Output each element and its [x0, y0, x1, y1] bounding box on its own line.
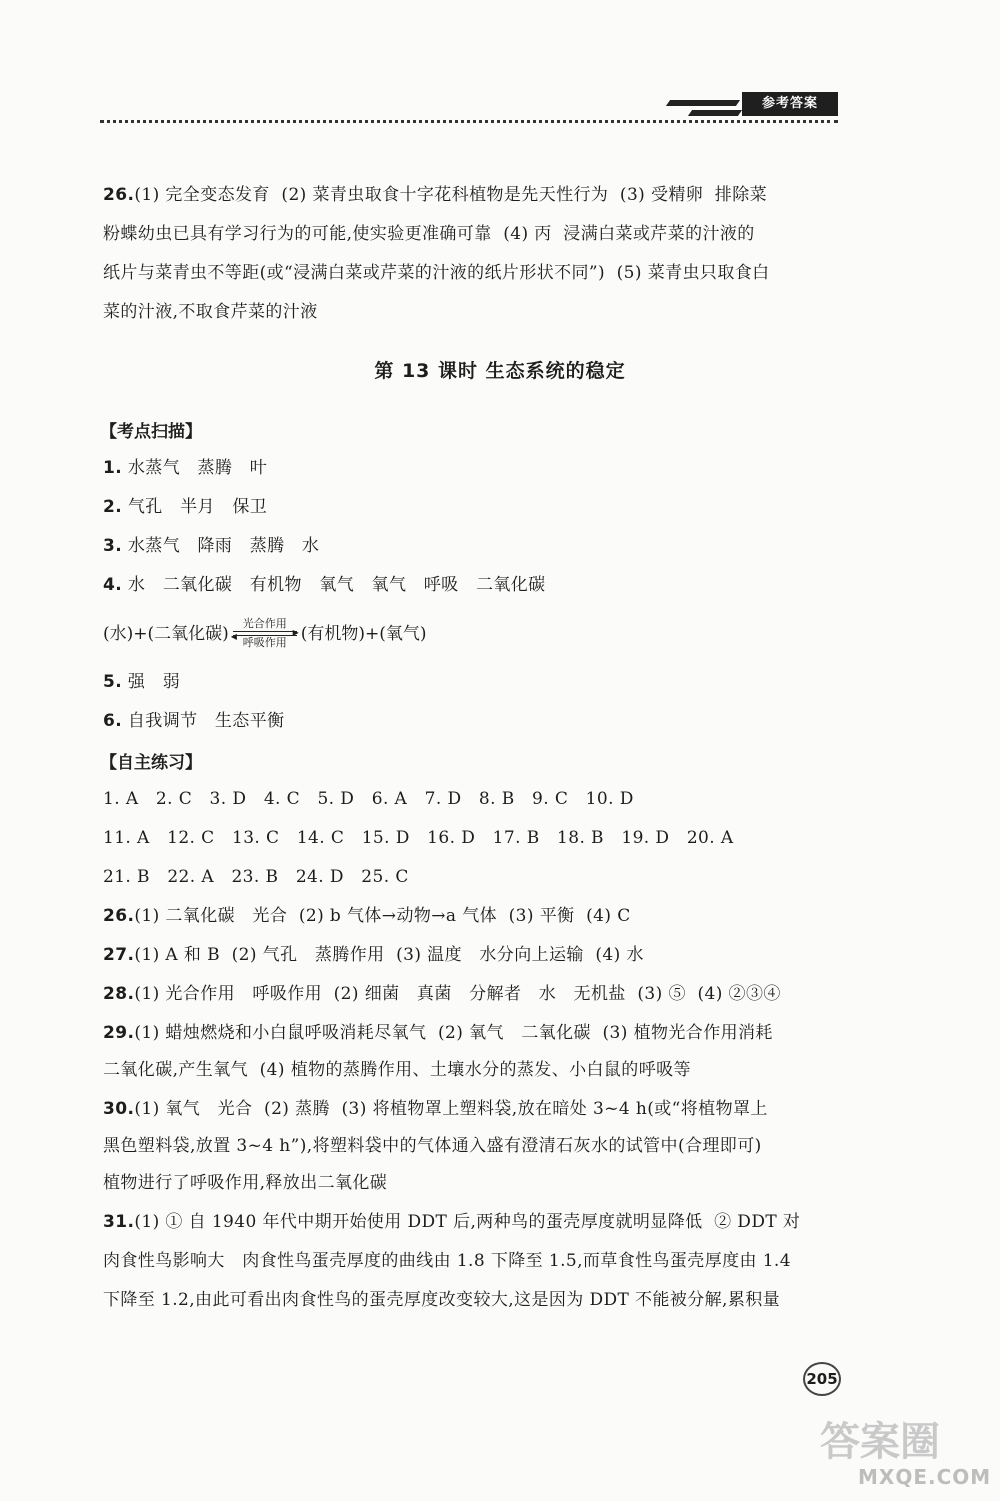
answer-30-cont-2: 植物进行了呼吸作用,释放出二氧化碳	[103, 1173, 388, 1193]
q26-prev-line-3: 纸片与菜青虫不等距(或“浸满白菜或芹菜的汁液的纸片形状不同”) (5) 菜青虫只取食白	[103, 263, 770, 283]
answer-28: 28.(1) 光合作用 呼吸作用 (2) 细菌 真菌 分解者 水 无机盐 (3) ⑤ (4) ②③④	[103, 984, 781, 1004]
equation-left: (水)+(二氧化碳)	[103, 623, 229, 644]
answer-31: 31.(1) ① 自 1940 年代中期开始使用 DDT 后,两种鸟的蛋壳厚度就明显降低 ② DDT 对	[103, 1212, 801, 1232]
watermark-logo: 答案圈	[820, 1419, 940, 1465]
kaodian-item-5: 5. 强 弱	[103, 672, 181, 692]
answer-26: 26.(1) 二氧化碳 光合 (2) b 气体→动物→a 气体 (3) 平衡 (4) C	[103, 906, 631, 926]
answer-31-cont-2: 下降至 1.2,由此可看出肉食性鸟的蛋壳厚度改变较大,这是因为 DDT 不能被分解,累积量	[103, 1290, 781, 1310]
kaodian-item-4: 4. 水 二氧化碳 有机物 氧气 氧气 呼吸 二氧化碳	[103, 575, 546, 595]
answer-29: 29.(1) 蜡烛燃烧和小白鼠呼吸消耗尽氧气 (2) 氧气 二氧化碳 (3) 植物光合作用消耗	[103, 1023, 773, 1043]
equation-right: (有机物)+(氧气)	[300, 623, 427, 644]
section-title: 第 13 课时 生态系统的稳定	[374, 360, 626, 382]
answer-30-cont-1: 黑色塑料袋,放置 3~4 h”),将塑料袋中的气体通入盛有澄清石灰水的试管中(合理即可)	[103, 1136, 762, 1156]
answer-29-cont: 二氧化碳,产生氧气 (4) 植物的蒸腾作用、土壤水分的蒸发、小白鼠的呼吸等	[103, 1060, 691, 1080]
mc-row-1: 1. A 2. C 3. D 4. C 5. D 6. A 7. D 8. B 9. C 10. D	[103, 789, 634, 809]
zizhu-heading: 【自主练习】	[100, 753, 202, 773]
header-slash-2	[688, 110, 742, 116]
kaodian-item-6: 6. 自我调节 生态平衡	[103, 711, 285, 731]
header-tag: 参考答案	[742, 92, 838, 116]
answer-30: 30.(1) 氧气 光合 (2) 蒸腾 (3) 将植物罩上塑料袋,放在暗处 3~4 h(或“将植物罩上	[103, 1099, 768, 1119]
q26-prev-line-2: 粉蝶幼虫已具有学习行为的可能,使实验更准确可靠 (4) 丙 浸满白菜或芹菜的汁液的	[103, 224, 755, 244]
header-rule	[100, 120, 838, 123]
kaodian-item-2: 2. 气孔 半月 保卫	[103, 497, 268, 517]
page-number: 205	[803, 1362, 841, 1396]
kaodian-item-1: 1. 水蒸气 蒸腾 叶	[103, 458, 268, 478]
mc-row-3: 21. B 22. A 23. B 24. D 25. C	[103, 867, 409, 887]
q26-prev-line-4: 菜的汁液,不取食芹菜的汁液	[103, 302, 318, 322]
answer-27: 27.(1) A 和 B (2) 气孔 蒸腾作用 (3) 温度 水分向上运输 (4) 水	[103, 945, 644, 965]
arrow-bottom-label: 呼吸作用	[242, 636, 287, 649]
equation	[103, 618, 427, 649]
double-arrow-icon: ▶ ◀	[230, 628, 299, 641]
header-slash-1	[666, 100, 740, 106]
watermark-url: MXQE.COM	[858, 1465, 992, 1489]
reversible-arrow	[231, 618, 299, 649]
arrow-top-label: 光合作用	[242, 617, 287, 630]
mc-row-2: 11. A 12. C 13. C 14. C 15. D 16. D 17. B 18. B 19. D 20. A	[103, 828, 734, 848]
kaodian-item-3: 3. 水蒸气 降雨 蒸腾 水	[103, 536, 320, 556]
q26-prev-line-1: 26.(1) 完全变态发育 (2) 菜青虫取食十字花科植物是先天性行为 (3) 受精卵 排除菜	[103, 185, 768, 205]
kaodian-heading: 【考点扫描】	[100, 422, 202, 442]
answer-31-cont-1: 肉食性鸟影响大 肉食性鸟蛋壳厚度的曲线由 1.8 下降至 1.5,而草食性鸟蛋壳厚度由 1.4	[103, 1251, 791, 1271]
